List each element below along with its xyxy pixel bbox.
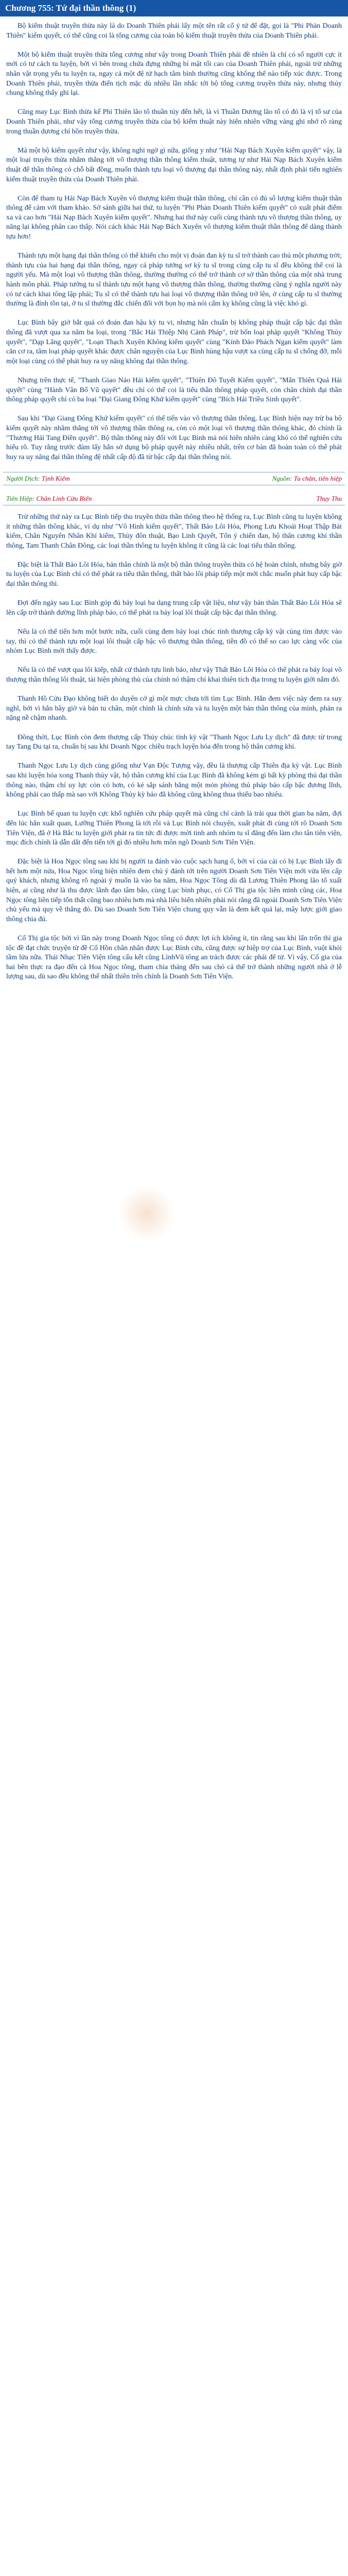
translator-credit xyxy=(6,473,174,484)
paragraph: Thanh Hồ Cửu Đạo không biết do duyên cớ gì một mực chưa tới tìm Lục Bình. Hắn đem việc này đem ra suy nghĩ, bởi vì hắn bây giờ và bản tu chân, một chính là chính sửa và tu luyện một bản thần thông của mình, phản ra nặng nề chậm nhanh. xyxy=(6,695,342,722)
paragraph: Thành tựu một hạng đại thần thông có thể khiến cho một vị đoán đan kỳ tu sĩ trở thành cao thủ một phương trời; thành tựu của hai hạng đại thần thông, ngay cả pháp tướng sơ kỳ tu sĩ trong cùng cấp tu sĩ đều không thể coi là người yếu. Mà một loại vô thượng thần thông, thường thường có thể trở thành cơ sở thần thông của một nhà trung hành môn phái. Pháp tướng tu sĩ thành tựu một hạng vô thượng thần thông, thường thường cũng ý nghĩa người này có tư cách khai tông lập phái; Tu sĩ có thể thành tựu hai loại vô thượng thần thông trở lên, ở cùng cấp tu sĩ thường thường là đỉnh tồn tại, ở tu sĩ thường đắc chiến đối với bọn họ mà nói cấm kỵ không cũng là việc khó gì. xyxy=(6,252,342,308)
paragraph: Đồng thời, Lục Bình còn đem thượng cấp Thủy chúc tính kỳ vật "Thanh Ngọc Lưu Ly dịch" đã được từ trong tay Tang Du tại ra, chuẩn bị sau khi Doanh Ngọc chiều trạch luyện hóa đến trong hộ thân cương khí. xyxy=(6,733,342,751)
paragraph: Đợi đến ngày sau Lục Bình góp đủ bảy loại ba dạng trung cấp vật liệu, như vậy bản thân Thất Bảo Lôi Hỏa sẽ lên cấp trở thành đường lĩnh pháp bảo, có thể phát ra bảy loại lôi thuật cấp bậc đại thần thông. xyxy=(6,599,342,617)
chapter-body-part-2 xyxy=(6,513,342,982)
chapter-page xyxy=(0,0,348,1002)
source-name: Tu chân, tiên hiệp xyxy=(293,474,342,482)
watermark-logo xyxy=(118,1185,175,1242)
paragraph: Lục Bình bế quan tu luyện cực khổ nghiên cứu pháp quyết mà cũng chỉ cảnh là trải qua thời gian ba năm, đợi đến lúc hắn xuất quan, Lưỡng Thiên Phong là tới rồi và Lục Bình nói chuyện, xuất phát đi cùng tới rõ Doanh Sơn Tiên Viện, đã ở Hà Bắc tu luyện giới phát ra tin tức đi được mời tinh anh nhóm tu sĩ đăng đến làm cho tân tiên viện, mục đích chính là dẫn dắt đến tiến tới gì đó nhiều hơn môn ngõ Doanh Sơn Tiên Viện. xyxy=(6,810,342,847)
story-name: Chân Linh Cửu Biến xyxy=(36,494,92,502)
paragraph: Trừ những thứ này ra Lục Bình tiếp thu truyền thừa thần thông theo hệ thống ra, Lục Bình cũng tu luyện không ít những thần thông khác, ví dụ như "Vô Hình kiếm quyết", Thất Bảo Lôi Hỏa, Phong Lưu Khoái Hoạt Thập Bát kiếm, Chân Nguyên Nhân Khí kiếm, Thủy đôn thuật, Bạo Linh Quyết, Tổn ý chiến đan, hộ thân cương khí thần thông, Tam Thanh Chân Đông, các loại thần thông tu luyện không ít cũng là các loại tiểu thần thông. xyxy=(6,513,342,550)
paragraph: Mà một bộ kiếm quyết như vậy, không nghi ngờ gì nữa, giống y như "Hải Nạp Bách Xuyên kiếm quyết" vậy, là một loại truyền thừa nhằm thẳng tới võ thượng thần thông kiếm thuật, tương tự như Hải Nạp Bách Xuyên kiếm thuật để thần thông có chỗ bất đồng, muốn thành tựu loại vô thượng đại thần thông này, nhất định phải tiến nghiên kiếm thuật truyền thừa của Doanh Thiên phái. xyxy=(6,146,342,183)
paragraph: Đặc biệt là Thất Bảo Lôi Hỏa, bản thân chính là một bộ thần thông truyền thừa có hệ hoàn chỉnh, nhưng bây giờ tu luyện của Lục Bình chỉ có thể phát ra tiểu thần thông, thất bảo lôi pháp tiếp một mới chắc muốn phát huy cấp bậc đại thần thông thì. xyxy=(6,561,342,588)
source-credit xyxy=(174,473,342,484)
paragraph: Còn để tham tụ Hải Nạp Bách Xuyên vô thượng kiếm thuật thần thông, chỉ cần có đủ số lượng kiếm thuật thần thông để cảm với tham khảo. Sở sánh giữa hai thứ, tu luyện "Phi Phàn Doanh Thiên kiếm quyết" có xuất phát điểm xa và cao hơn "Hải Nạp Bách Xuyên kiếm quyết". Nhưng hai thứ này cuối cùng thành tựu võ thượng thần thông, uy năng lại không phân cao thấp. Nói cách khác Hải Nạp Bách Xuyên vô thượng kiếm thuật thần thông để dàng thành tựu hơn! xyxy=(6,194,342,241)
translator-label: Người Dịch: xyxy=(6,474,40,482)
paragraph: Đặc biệt là Hoa Ngọc tông sau khi bị người ta đánh vào cuộc sạch hang ổ, bởi vì của cải có bị Lục Bình lấy đi hết hơn một nửa, Hoa Ngọc tông hiện nhiên đem chủ ý đánh tới trên người Doanh Sơn Tiên Viện mới vừa lên cấp quý khách, nhưng không rõ ngoài ý muốn là vào ba năm, Hoa Ngọc Tông dù đã Lương Thiên Phong lão tổ xuất hiện, ai cũng như là thu được lãnh đạo tâm bão, cùng Lục bình phục, có Cố Thị gia tộc liên minh cũng các, Hoa Ngọc tông liên tiếp tổn thất cũng bao nhiêu hơn mà nhà liêu hiển nhiên phải nói rằng đã ngoài Doanh Sơn Tiên Viện chủ yếu mà quy về thắng đó. Dù sao Doanh Sơn Tiên Viện chung quy vẫn là đem kết quả lại, mây lược giới giao thông chia đủ. xyxy=(6,858,342,923)
source-label: Nguồn: xyxy=(272,474,292,482)
paragraph: Nếu là có thể vượt qua lôi kiếp, nhất cử thành tựu linh bảo, như vậy Thất Bảo Lôi Hỏa có thể phát ra bảy loại võ thượng thần thông lôi thuật, tài hiện phòng thủ của chính nó thậm chí khai thiên tích địa trong tu luyện giới nắm đó. xyxy=(6,666,342,684)
credits-row-2 xyxy=(3,493,345,505)
author-name: Thụy Thu xyxy=(316,494,342,502)
paragraph: Thanh Ngọc Lưu Ly dịch cùng giống như Vạn Độc Tượng vậy, đều là thượng cấp Thiên địa kỳ vật. Lục Bình sau khi luyện hóa xong Thanh thủy vật, hộ thân cương khí của Lục Bình đã không kém gì bất kỳ phòng thủ đại thần thông nào, thậm chí uy lực còn có hơn, có kẻ sắp sánh bằng một món phòng thủ pháp bảo cấp bậc đương lĩnh, không phải cao thấp mà sao với Không Thủy kỳ bảo đã không cũng không thua thiếu bao nhiêu. xyxy=(6,762,342,799)
paragraph: Bộ kiếm thuật truyền thừa này là do Doanh Thiên phái lấy một tên rất cổ ý tứ để đặt, gọi là "Phi Phàn Doanh Thiên" kiếm quyết, có thể cũng coi là tổng cương của toàn bộ kiếm thuật truyền thừa của Doanh Thiên phái. xyxy=(6,22,342,40)
translator-name: Tịnh Kiếm xyxy=(41,474,70,482)
paragraph: Sau khi "Đại Giang Đông Khứ kiếm quyết" có thể tiến vào võ thượng thần thông, Lục Bình hiện nay trừ ba bộ kiếm quyết này nhằm thẳng tới võ thượng thần thông ra, còn có một loại võ thượng thần thông khác, đó chính là "Thương Hải Tang Điền quyết". Bộ thần thông này đối với Lục Bình mà nói hiển nhiên càng khó có thể nghiên cứu hiểu rõ. Tuy rằng trước đám lấy hắn sở dụng bộ pháp quyết này nhiều nhất, trên cơ bản đã hoàn toàn có thể phát huy ra uy năng đại thần thông đệ nhất cấp độ đã từ bậc cấp đại thần thông nói. xyxy=(6,415,342,461)
paragraph: Một bộ kiếm thuật truyền thừa tổng cương như vậy trong Doanh Thiên phái đề nhiên là chỉ có số người cực ít mới có tư cách tu luyện, bởi vì bên trong chứa đựng những bí mật tối cao của Doanh Thiên phái, ngoài trừ những nhân vật trọng yếu tu luyện ra, ngay cả một đệ tử hạch tâm bình thường cũng không thể nào tiếp xúc được. Trong Doanh Thiên phái, truyền thừa điển tịch mặc dù nhiều lần nhắc tới bộ tổng cương truyền thừa này, nhưng thủy chung không thấy ghi lại. xyxy=(6,50,342,97)
chapter-body-part-1 xyxy=(6,22,342,462)
story-label: Tiên Hiệp: xyxy=(6,494,35,502)
paragraph: Cố Thị gia tộc bởi vì lần này trong Doanh Ngọc tông có được lợi ích không ít, tin rằng sau khi lẩn trốn thì gia tộc đề đạt chức truyện từ đề Cố Hồn chân nhân được Lục Bình cứu, cũng được sự hiệp trợ của Lục Bình, vuột khỏi tầm lửa nữa. Thái Nhạc Tiên Viện tông cấu kết cũng LìnhVũ tông an trách được các phái để tử. Vì vậy, Cố gia của hai bên thực ra đạo đến cả Hoa Ngọc tông, tham chia tháng đến sau chó cả thể trở thành những người nhà ở lễ lượng sau, dù sao đều không thể nhất thiên trên chính là Doanh Sơn Tiên Viện. xyxy=(6,935,342,981)
author-credit xyxy=(174,494,342,504)
paragraph: Nhưng trên thực tế, "Thanh Giao Náo Hải kiếm quyết", "Thiên Đô Tuyết Kiếm quyết", "Mãn Thiên Quả Hải quyết" cùng "Hành Vân Bố Vũ quyết" đều chỉ có thể coi là tiểu thần thông pháp quyết, còn chân chính đại thần thông pháp quyết chỉ có ba loại "Đại Giang Đông Khứ kiếm quyết" cùng "Bích Hải Triều Sinh quyết". xyxy=(6,376,342,404)
paragraph: Cũng may Lục Bình thừa kế Phi Thiên lão tổ thuần túy đến hết, là vì Thuần Dương lão tổ có đó là vị tổ sư của Doanh Thiên phái, như vậy tổng cương truyền thừa của bộ kiếm thuật này hiển nhiên vững vàng ghi nhớ rõ ràng trong thuần dương chỉ hồn truyền thừa. xyxy=(6,108,342,135)
paragraph: Lục Bình bây giờ bắt quá có đoán đan hậu kỳ tu vi, nhưng hắn chuẩn bị không pháp thuật cấp bậc đại thần thông đã vượt qua xa năm ba loại, trong "Bắc Hải Thiệp Nhị Cảnh Pháp", trừ bốn loại pháp quyết "Không Thủy quyết", "Dạp Lăng quyết", "Loạn Thạch Xuyên Không kiếm quyết" cùng "Kính Đảo Phách Ngạn kiếm quyết" làm căn cơ ra, tâm loại pháp quyết khác được chân nguyện của Lục Bình hùng hậu vượt xa cùng cấp tu sĩ chống đỡ, mỗi một loại cùng có thể phát huy ra uy năng không đại thần thông. xyxy=(6,319,342,365)
credits-row-1 xyxy=(3,472,345,485)
chapter-title: Chương 755: Tứ đại thần thông (1) xyxy=(0,0,348,16)
story-credit xyxy=(6,494,174,504)
paragraph: Nếu là có thể tiến hơn một bước nữa, cuối cùng đem bảy loại chúc tính thượng cấp kỳ vật cùng tìm được vào tay, thì có thể thành tựu một loại lôi thuật cấp bậc vô thượng thần thông, tiền đồ có thể so cao lực càng vốc của nhóm Lục Bình mới thấy được. xyxy=(6,628,342,655)
